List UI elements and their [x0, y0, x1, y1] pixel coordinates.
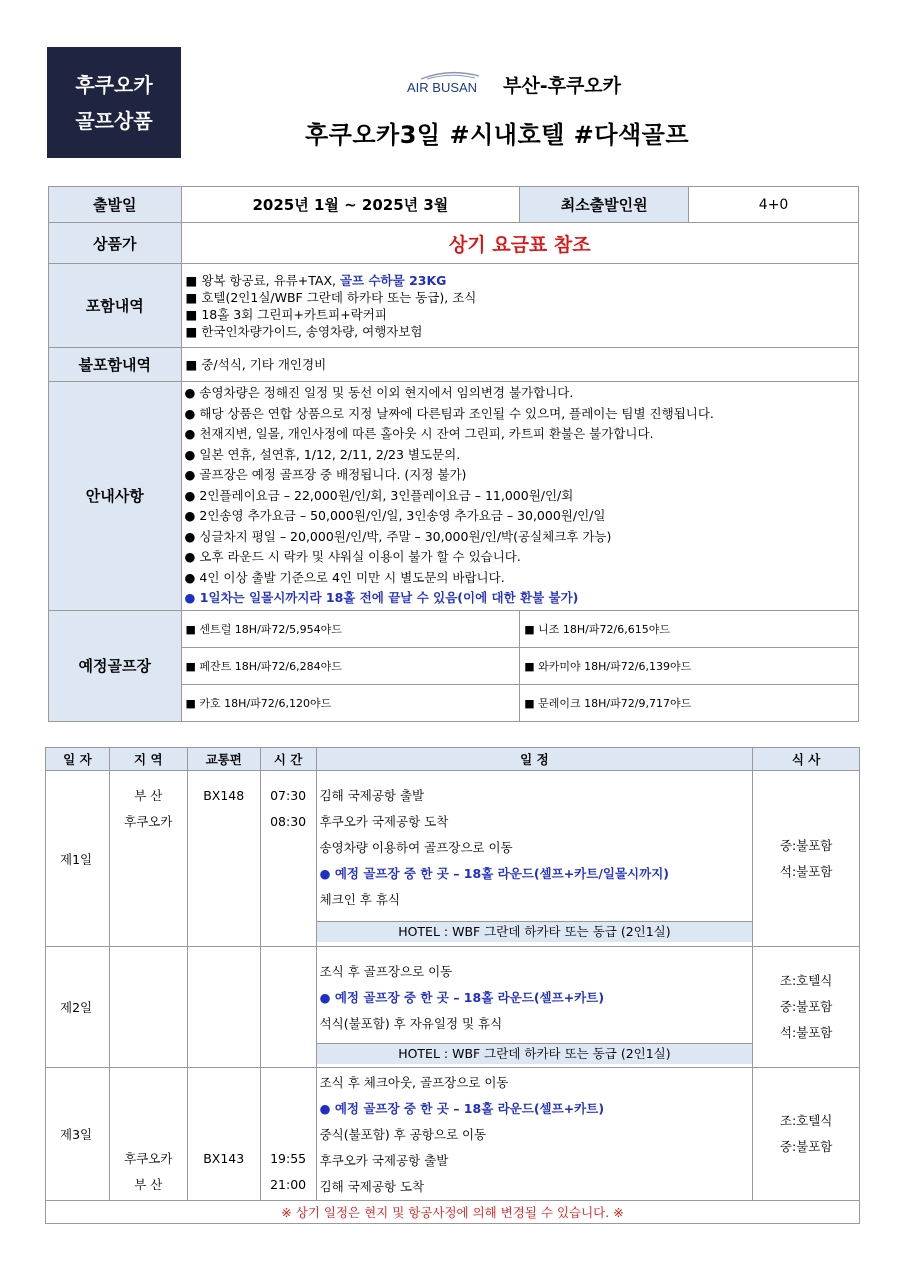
- notice-item-highlight: ● 1일차는 일몰시까지라 18홀 전에 끝날 수 있음(이에 대한 환불 불가): [184, 590, 579, 605]
- day3-row: [46, 1068, 860, 1201]
- airline-header: [405, 70, 621, 98]
- golf-course: ■ 니조 18H/파72/6,615야드: [520, 610, 859, 647]
- itinerary-table: [45, 747, 860, 1224]
- schedule-footer-note: ※ 상기 일정은 현지 및 항공사정에 의해 변경될 수 있습니다. ※: [46, 1201, 860, 1224]
- notice-item: ● 해당 상품은 연합 상품으로 지정 날짜에 다른팀과 조인될 수 있으며, 플레이는 팀별 진행됩니다.: [184, 405, 714, 421]
- excluded-label: 불포함내역: [49, 348, 182, 382]
- day3-regions: 후쿠오카 부 산: [109, 1068, 187, 1201]
- included-label: 포함내역: [49, 264, 182, 348]
- notice-item: ● 2인송영 추가요금 – 50,000원/인/일, 3인송영 추가요금 – 30,000원/인/일: [184, 508, 606, 523]
- included-list: [181, 264, 858, 348]
- product-badge: [47, 47, 181, 158]
- min-people-label: 최소출발인원: [520, 187, 689, 223]
- departure-value: 2025년 1월 ~ 2025년 3월: [181, 187, 520, 223]
- included-item: ■ 한국인차량가이드, 송영차량, 여행자보험: [185, 323, 423, 339]
- day1-times: 07:30 08:30: [260, 771, 316, 947]
- itinerary-header-row: [46, 748, 860, 771]
- notice-item: ● 천재지변, 일몰, 개인사정에 따른 홀아웃 시 잔여 그린피, 카트피 환불은 불가합니다.: [184, 426, 654, 441]
- day3-itinerary: 조식 후 체크아웃, 골프장으로 이동 ● 예정 골프장 중 한 곳 – 18홀 라운드(셀프+카트) 중식(불포함) 후 공항으로 이동 후쿠오카 국제공항 출발 김해 국제공항 도착: [316, 1068, 753, 1201]
- notice-label: 안내사항: [49, 382, 182, 611]
- min-people-value: 4+0: [689, 187, 859, 223]
- day3-flight: BX143: [187, 1068, 260, 1201]
- product-info-table: [48, 186, 859, 722]
- notice-item: ● 일본 연휴, 설연휴, 1/12, 2/11, 2/23 별도문의.: [184, 446, 461, 462]
- price-value: 상기 요금표 참조: [181, 223, 858, 264]
- golf-course: ■ 카호 18H/파72/6,120야드: [181, 684, 520, 721]
- day3-meals: 조:호텔식 중:불포함: [753, 1068, 860, 1201]
- route-title: 부산-후쿠오카: [503, 74, 622, 97]
- day2-itinerary: 조식 후 골프장으로 이동 ● 예정 골프장 중 한 곳 – 18홀 라운드(셀프+카트) 석식(불포함) 후 자유일정 및 휴식 HOTEL : WBF 그란데 하카타 또는 동급 (2인1실): [316, 947, 753, 1068]
- air-busan-logo: [405, 70, 489, 98]
- golf-course: ■ 센트럴 18H/파72/5,954야드: [181, 610, 520, 647]
- day3-label: 제3일: [46, 1068, 110, 1201]
- day1-regions: 부 산 후쿠오카: [109, 771, 187, 947]
- golf-label: 예정골프장: [49, 610, 182, 721]
- day1-label: 제1일: [46, 771, 110, 947]
- notice-item: ● 4인 이상 출발 기준으로 4인 미만 시 별도문의 바랍니다.: [184, 569, 505, 585]
- notice-item: ● 송영차량은 정해진 일정 및 동선 이외 현지에서 임의변경 불가합니다.: [184, 385, 574, 400]
- golf-course: ■ 문레이크 18H/파72/9,717야드: [520, 684, 859, 721]
- day1-flight: BX148: [187, 771, 260, 947]
- notice-list: [181, 382, 858, 611]
- price-label: 상품가: [49, 223, 182, 264]
- day1-row: [46, 771, 860, 947]
- notice-item: ● 2인플레이요금 – 22,000원/인/회, 3인플레이요금 – 11,000원/인/회: [184, 487, 574, 503]
- day2-row: [46, 947, 860, 1068]
- header-transport: 교통편: [187, 748, 260, 771]
- header-meal: 식 사: [753, 748, 860, 771]
- day1-hotel: HOTEL : WBF 그란데 하카타 또는 동급 (2인1실): [317, 921, 753, 942]
- air-busan-logo-text: AIR BUSAN: [407, 80, 478, 95]
- header-date: 일 자: [46, 748, 110, 771]
- included-item: ■ 18홀 3회 그린피+카트피+락커피: [185, 306, 387, 322]
- wing-icon: [419, 70, 481, 80]
- page-title: 후쿠오카3일 #시내호텔 #다색골프: [305, 121, 690, 149]
- header-itinerary: 일 정: [316, 748, 753, 771]
- golf-course: ■ 페잔트 18H/파72/6,284야드: [181, 647, 520, 684]
- badge-line1: 후쿠오카: [75, 72, 153, 97]
- day2-label: 제2일: [46, 947, 110, 1068]
- day2-meals: 조:호텔식 중:불포함 석:불포함: [753, 947, 860, 1068]
- departure-label: 출발일: [49, 187, 182, 223]
- included-item: ■ 호텔(2인1실/WBF 그란데 하카타 또는 동급), 조식: [185, 289, 477, 305]
- header-region: 지 역: [109, 748, 187, 771]
- badge-line2: 골프상품: [75, 108, 153, 133]
- day1-meals: 중:불포함 석:불포함: [753, 771, 860, 947]
- golf-course: ■ 와카미야 18H/파72/6,139야드: [520, 647, 859, 684]
- notice-item: ● 골프장은 예정 골프장 중 배정됩니다. (지정 불가): [184, 467, 467, 482]
- included-item: ■ 왕복 항공료, 유류+TAX, 골프 수하물 23KG: [185, 272, 447, 288]
- header-time: 시 간: [260, 748, 316, 771]
- day1-itinerary: 김해 국제공항 출발 후쿠오카 국제공항 도착 송영차량 이용하여 골프장으로 이동 ● 예정 골프장 중 한 곳 – 18홀 라운드(셀프+카트/일몰시까지) 체크인 후 휴식 HOTEL : WBF 그란데 하카타 또는 동급 (2인1실): [316, 771, 753, 947]
- notice-item: ● 싱글차지 평일 – 20,000원/인/박, 주말 – 30,000원/인/박(공실체크후 가능): [184, 528, 612, 544]
- notice-item: ● 오후 라운드 시 락카 및 샤워실 이용이 불가 할 수 있습니다.: [184, 549, 521, 564]
- day3-times: 19:55 21:00: [260, 1068, 316, 1201]
- day2-hotel: HOTEL : WBF 그란데 하카타 또는 동급 (2인1실): [317, 1043, 753, 1064]
- excluded-value: ■ 중/석식, 기타 개인경비: [181, 348, 858, 382]
